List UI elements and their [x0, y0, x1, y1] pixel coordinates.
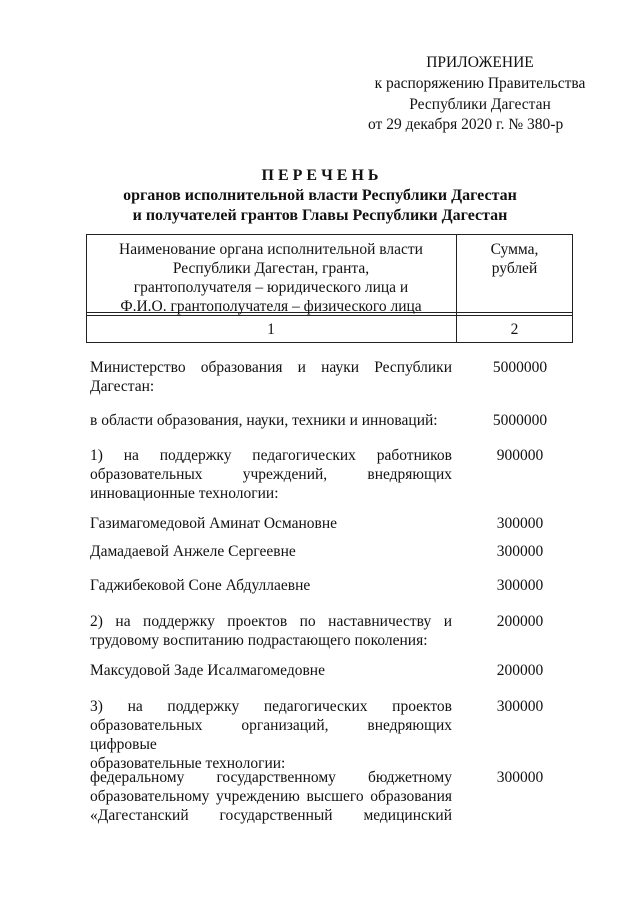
row-text: 3) на поддержку педагогических проектов образовательных организаций, внедряющих цифровые образовательные технологии: [90, 698, 452, 772]
appendix-date: от 29 декабря 2020 г. № 380-р [368, 116, 564, 133]
column-header-sum: Сумма, рублей [490, 241, 539, 277]
row-text: 1) на поддержку педагогических работников образовательных учреждений, внедряющих инновационные технологии: [90, 447, 452, 502]
table-numbers-border [86, 342, 573, 343]
row-amount: 300000 [496, 577, 544, 594]
appendix-header [350, 52, 610, 115]
column-header-name: Наименование органа исполнительной власти Республики Дагестан, гранта, грантополучателя – юридического лица и Ф.И.О. грантополучателя – физического лица [119, 241, 423, 315]
row-amount: 300000 [496, 698, 544, 715]
table-top-border [86, 234, 573, 235]
row-amount: 900000 [496, 447, 544, 464]
row-amount: 300000 [496, 543, 544, 560]
row-text: Министерство образования и науки Республики Дагестан: [90, 359, 452, 395]
appendix-label: ПРИЛОЖЕНИЕ [426, 54, 534, 71]
document-title [100, 166, 540, 226]
row-amount: 200000 [496, 613, 544, 630]
row-amount: 5000000 [492, 359, 548, 376]
title-heading: П Е Р Е Ч Е Н Ь [261, 167, 379, 184]
row-text: федеральному государственному бюджетному образовательному учреждению высшего образования «Дагестанский государственный медицинский [90, 769, 452, 824]
row-text: Дамадаевой Анжеле Сергеевне [90, 543, 296, 560]
column-number-2: 2 [510, 321, 519, 338]
row-text: Газимагомедовой Аминат Османовне [90, 515, 338, 532]
row-amount: 300000 [496, 769, 544, 786]
row-amount: 200000 [496, 662, 544, 679]
title-subheading-1: органов исполнительной власти Республики Дагестан [123, 187, 517, 204]
appendix-reference: к распоряжению Правительства [374, 75, 586, 92]
row-text: Гаджибековой Соне Абдуллаевне [90, 577, 311, 594]
row-text: Максудовой Заде Исалмагомедовне [90, 662, 325, 679]
row-amount: 5000000 [492, 412, 548, 429]
row-text: в области образования, науки, техники и инноваций: [90, 412, 438, 429]
column-number-1: 1 [267, 321, 275, 338]
row-text: 2) на поддержку проектов по наставничеству и трудовому воспитанию подрастающего поколения: [90, 613, 452, 649]
title-subheading-2: и получателей грантов Главы Республики Дагестан [132, 207, 508, 224]
appendix-republic: Республики Дагестан [409, 96, 551, 113]
row-amount: 300000 [496, 515, 544, 532]
table-header [86, 234, 573, 344]
